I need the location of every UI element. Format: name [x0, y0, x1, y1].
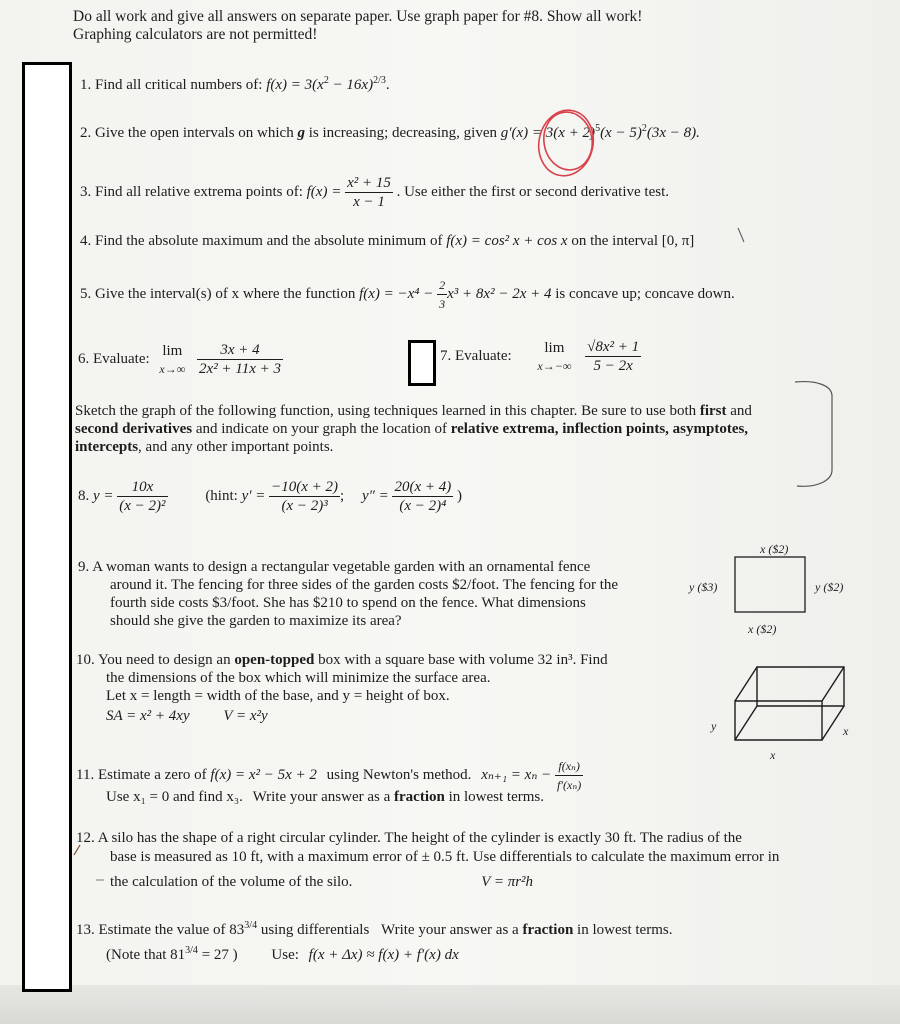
open-box-figure	[735, 667, 844, 740]
problem-7-lim: lim	[544, 339, 565, 356]
problem-1-formula-mid: − 16x)	[328, 77, 374, 93]
problem-5-formula-a: f(x) = −x⁴ −	[359, 285, 434, 302]
box-edge-bl	[735, 706, 757, 740]
problem-11-l1a: Estimate a zero of	[97, 766, 207, 783]
box-edge-tr	[822, 667, 844, 701]
problem-3-denominator: x − 1	[353, 194, 385, 210]
problem-10-volume: V = x²y	[223, 708, 268, 724]
problem-5-text2: is concave up; concave down.	[555, 285, 735, 302]
problem-9-line-3: fourth side costs $3/foot. She has $210 to spend on the fence. What dimensions	[110, 595, 586, 611]
problem-9-line-4: should she give the garden to maximize its area?	[110, 613, 402, 629]
redaction-box-small	[408, 340, 436, 386]
problem-5-text: Give the interval(s) of x where the function	[95, 285, 356, 302]
problem-2-var: g	[297, 125, 305, 141]
problem-4-text2: on the interval [0, π]	[571, 233, 695, 249]
problem-8-denominator: (x − 2)²	[119, 498, 166, 514]
problem-7-lim-sub: x→−∞	[537, 358, 572, 373]
problem-9-number: 9.	[78, 559, 90, 575]
problem-1-exp-b: 2/3	[373, 75, 386, 86]
problem-13-l1f: in lowest terms.	[577, 922, 673, 938]
problem-8-numerator: 10x	[117, 478, 167, 497]
box-edge-br	[822, 706, 844, 740]
problem-8-number: 8.	[78, 487, 90, 504]
problem-6-label: Evaluate:	[93, 350, 150, 367]
problem-5-number: 5.	[80, 285, 92, 302]
problem-12-formula: V = πr²h	[481, 874, 534, 890]
problem-2-exp2: 2	[641, 123, 647, 134]
problem-8-yprime-num: −10(x + 2)	[271, 479, 339, 495]
problem-1-formula-lhs: f(x) = 3(x	[266, 77, 324, 93]
sketch-line1: Sketch the graph of the following function, using techniques learned in this chapter. Be sure to use both	[75, 403, 697, 419]
sketch-line3: , and any other important points.	[138, 439, 334, 455]
problem-11-newton-den: f′(xₙ)	[557, 778, 582, 792]
problem-2-exp5: 5	[595, 123, 601, 134]
problem-13-l1e: fraction	[522, 922, 574, 938]
problem-13-l2a: (Note that 81	[106, 947, 186, 963]
problem-6-lim-sub: x→∞	[159, 361, 186, 376]
problem-8-yprime: y′ =	[241, 487, 266, 504]
fence-label-bottom: x ($2)	[748, 622, 777, 636]
problem-6-lim: lim	[162, 342, 183, 359]
problem-5-frac-num: 2	[437, 276, 447, 295]
problem-13-l1d: Write your answer as a	[381, 922, 519, 938]
problem-13-l2b: = 27 )	[201, 947, 238, 963]
problem-1-exp-a: 2	[323, 75, 329, 86]
problem-12-l3: the calculation of the volume of the silo.	[110, 874, 353, 890]
problem-11-function: f(x) = x² − 5x + 2	[210, 766, 317, 783]
pencil-bracket-mark	[795, 382, 832, 487]
fence-label-left: y ($3)	[689, 580, 718, 594]
problem-11-l2b: Write your answer as a	[252, 789, 391, 805]
problem-11-l2d: in lowest terms.	[448, 789, 544, 805]
box-label-y: y	[711, 719, 717, 733]
problem-1-tail: .	[385, 77, 390, 93]
problem-12-line-2: base is measured as 10 ft, with a maximum error of ± 0.5 ft. Use differentials to calculate the maximum error in	[110, 849, 780, 865]
problem-13-l1b: 83	[229, 922, 245, 938]
problem-12-l1: A silo has the shape of a right circular cylinder. The height of the cylinder is exactly 30 ft. The radius of the	[97, 830, 742, 846]
problem-10-l1b: open-topped	[234, 652, 315, 668]
problem-11-newton-num: f(xₙ)	[555, 757, 583, 776]
problem-5-formula-b: x³ + 8x² − 2x + 4	[447, 285, 552, 302]
problem-10-surface-area: SA = x² + 4xy	[106, 708, 190, 724]
sketch-line2: and indicate on your graph the location of	[195, 421, 447, 437]
problem-7-label: Evaluate:	[455, 347, 512, 364]
problem-11-l1c: using Newton's method.	[326, 766, 472, 783]
problem-11-number: 11.	[76, 766, 95, 783]
problem-10-line-2: the dimensions of the box which will minimize the surface area.	[106, 670, 491, 686]
garden-rectangle-figure	[735, 557, 805, 612]
problem-13-l2exp: 3/4	[185, 945, 198, 956]
problem-10-l1c: box with a square base with volume 32 in³. Find	[318, 652, 608, 668]
problem-5-frac-den: 3	[439, 297, 446, 311]
problem-7-number: 7.	[440, 347, 452, 364]
problem-8-yprime-den: (x − 2)³	[281, 498, 328, 514]
problem-6-number: 6.	[78, 350, 90, 367]
problem-2-text2: is increasing; decreasing, given	[308, 125, 497, 141]
redaction-box-left	[22, 62, 72, 992]
problem-13-l1c: using differentials	[260, 922, 370, 938]
problem-10-number: 10.	[76, 652, 95, 668]
problem-13-l1a: Estimate the value of	[98, 922, 226, 938]
problem-1-text: Find all critical numbers of:	[95, 77, 263, 93]
header-line-2: Graphing calculators are not permitted!	[73, 26, 318, 43]
problem-6-numerator: 3x + 4	[197, 341, 283, 360]
pencil-mark-12	[74, 845, 80, 855]
pencil-tick-mark	[738, 228, 744, 242]
problem-3-text2: . Use either the first or second derivative test.	[396, 183, 670, 200]
problem-8-y: y =	[93, 487, 114, 504]
box-edge-tl	[735, 667, 757, 701]
problem-4-number: 4.	[80, 233, 92, 249]
problem-2-text: Give the open intervals on which	[95, 125, 294, 141]
problem-11-l2a: Use x₁ = 0 and find x₃.	[106, 789, 243, 805]
fence-label-right: y ($2)	[815, 580, 844, 594]
sketch-bold-first: first	[699, 403, 727, 419]
problem-7-denominator: 5 − 2x	[593, 358, 633, 374]
problem-8-semicolon: ;	[340, 487, 345, 504]
problem-3-lhs: f(x) =	[306, 183, 342, 200]
problem-2-formula: g′(x) = 3(x + 2)	[500, 125, 596, 141]
problem-2-number: 2.	[80, 125, 92, 141]
red-circle-annotation	[533, 105, 600, 181]
problem-11-newton-lhs: xₙ₊₁ = xₙ −	[481, 766, 552, 783]
problem-6-denominator: 2x² + 11x + 3	[199, 361, 281, 377]
problem-3-text: Find all relative extrema points of:	[95, 183, 303, 200]
problem-13-number: 13.	[76, 922, 95, 938]
problem-3-numerator: x² + 15	[347, 175, 391, 191]
problem-2-formula3: (3x − 8).	[646, 125, 700, 141]
problem-9-l1: A woman wants to design a rectangular vegetable garden with an ornamental fence	[92, 559, 591, 575]
problem-13-formula: f(x + Δx) ≈ f(x) + f′(x) dx	[308, 947, 459, 963]
problem-2-formula2: (x − 5)	[600, 125, 642, 141]
problem-8-ypp-num: 20(x + 4)	[394, 479, 452, 495]
problem-3-number: 3.	[80, 183, 92, 200]
problem-10-l1a: You need to design an	[97, 652, 231, 668]
problem-8-hint: (hint:	[205, 487, 238, 504]
problem-10-line-3: Let x = length = width of the base, and y = height of box.	[106, 688, 450, 704]
sketch-bold-intercepts: intercepts	[75, 439, 139, 455]
problem-4-text: Find the absolute maximum and the absolute minimum of	[95, 233, 443, 249]
problem-13-l2c: Use:	[271, 947, 299, 963]
problem-8-ydoubleprime: y″ =	[361, 487, 389, 504]
header-line-1: Do all work and give all answers on separate paper. Use graph paper for #8. Show all work!	[73, 8, 643, 25]
sketch-bold-second: second derivatives	[75, 421, 193, 437]
problem-13-l1exp: 3/4	[244, 920, 258, 931]
box-label-x-bottom: x	[770, 748, 776, 762]
sketch-bold-extrema: relative extrema, inflection points, asymptotes,	[450, 421, 749, 437]
problem-9-line-2: around it. The fencing for three sides of the garden costs $2/foot. The fencing for the	[110, 577, 619, 593]
problem-11-l2c: fraction	[394, 789, 445, 805]
box-label-x-right: x	[843, 724, 849, 738]
problem-1-number: 1.	[80, 77, 92, 93]
sketch-and: and	[730, 403, 752, 419]
problem-8-close: )	[457, 487, 463, 504]
fence-label-top: x ($2)	[760, 542, 789, 556]
problem-4-formula: f(x) = cos² x + cos x	[446, 233, 568, 249]
problem-8-ypp-den: (x − 2)⁴	[399, 498, 447, 514]
problem-7-numerator: √8x² + 1	[587, 339, 640, 355]
problem-12-number: 12.	[76, 830, 95, 846]
